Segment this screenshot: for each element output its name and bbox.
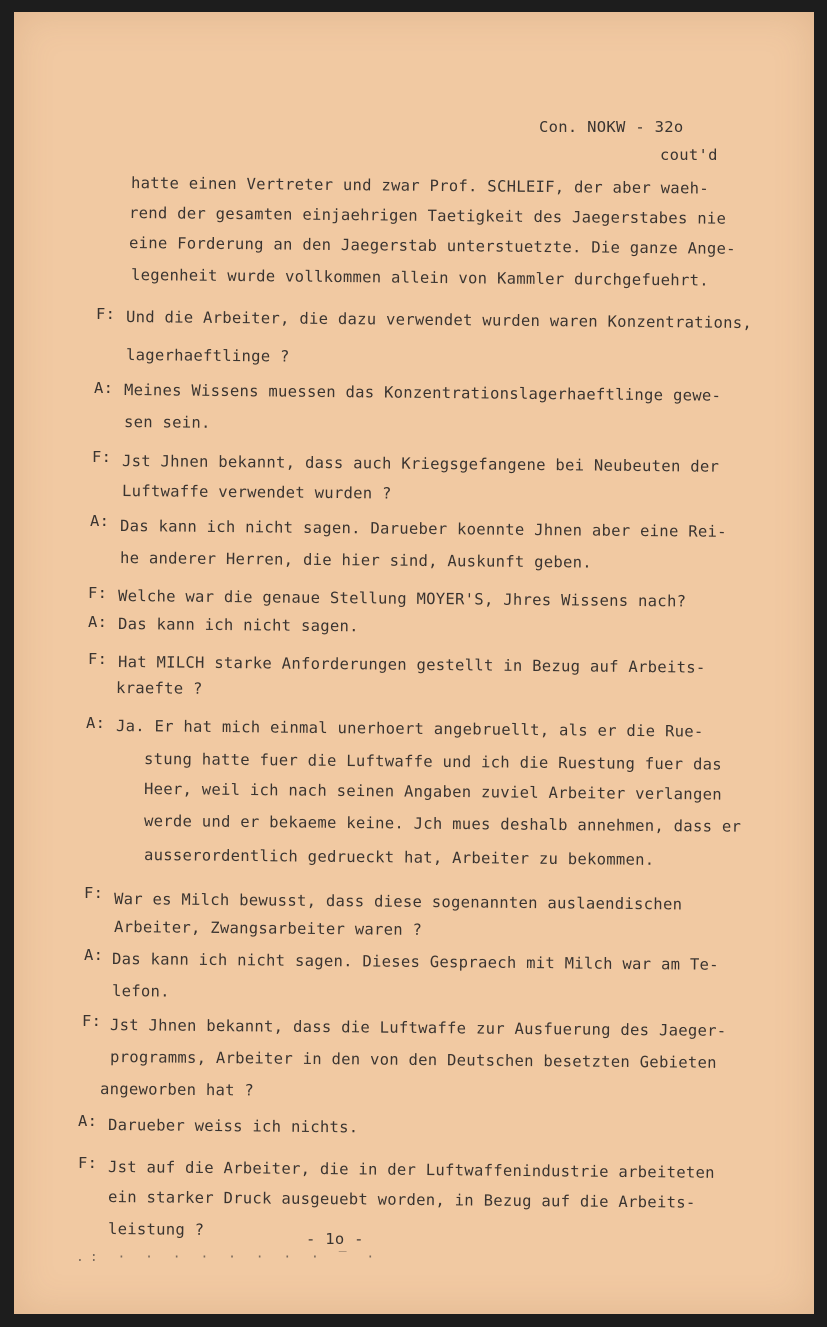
qa-line: leistung ? — [107, 1220, 205, 1239]
qa-line: Hat MILCH starke Anforderungen gestellt in Bezug auf Arbeits- — [117, 653, 706, 677]
qa-line: he anderer Herren, die hier sind, Auskunft geben. — [119, 549, 593, 572]
intro-line: hatte einen Vertreter und zwar Prof. SCHLEIF, der aber waeh- — [130, 174, 709, 198]
speaker-label: A: — [84, 946, 104, 964]
document-page — [14, 12, 814, 1314]
qa-line: Luftwaffe verwendet wurden ? — [121, 482, 392, 503]
faint-bleed-through: .: · · · · · · · · ‾ · — [76, 1250, 381, 1265]
qa-line: programms, Arbeiter in den von den Deutschen besetzten Gebieten — [109, 1048, 717, 1072]
page-number: - 1o - — [306, 1230, 364, 1248]
speaker-label: F: — [88, 584, 108, 602]
qa-line: Jst Jhnen bekannt, dass auch Kriegsgefangene bei Neubeuten der — [121, 452, 720, 476]
qa-line: Heer, weil ich nach seinen Angaben zuviel Arbeiter verlangen — [143, 780, 722, 804]
qa-line: kraefte ? — [115, 679, 203, 698]
qa-line: angeworben hat ? — [99, 1080, 255, 1100]
qa-line: War es Milch bewusst, dass diese sogenannten auslaendischen — [113, 890, 683, 914]
document-reference: Con. NOKW - 32o — [539, 118, 684, 136]
speaker-label: A: — [78, 1112, 98, 1130]
intro-line: legenheit wurde vollkommen allein von Kammler durchgefuehrt. — [130, 266, 709, 290]
speaker-label: F: — [88, 650, 108, 668]
qa-line: Darueber weiss ich nichts. — [107, 1116, 359, 1137]
speaker-label: A: — [94, 379, 114, 397]
speaker-label: F: — [84, 884, 104, 902]
qa-line: Welche war die genaue Stellung MOYER'S, Jhres Wissens nach? — [117, 587, 687, 611]
qa-line: Das kann ich nicht sagen. — [117, 615, 359, 636]
qa-line: Ja. Er hat mich einmal unerhoert angebruellt, als er die Rue- — [115, 717, 704, 741]
qa-line: ein starker Druck ausgeuebt worden, in Bezug auf die Arbeits- — [107, 1188, 696, 1212]
speaker-label: F: — [78, 1154, 98, 1172]
intro-line: eine Forderung an den Jaegerstab unterstuetzte. Die ganze Ange- — [128, 234, 736, 258]
speaker-label: A: — [86, 714, 106, 732]
qa-line: Meines Wissens muessen das Konzentrationslagerhaeftlinge gewe- — [123, 381, 722, 405]
qa-line: Das kann ich nicht sagen. Darueber koennte Jhnen aber eine Rei- — [119, 517, 727, 541]
speaker-label: A: — [90, 512, 110, 530]
speaker-label: F: — [96, 305, 116, 323]
speaker-label: A: — [88, 613, 108, 631]
qa-line: sen sein. — [123, 413, 211, 432]
qa-line: Arbeiter, Zwangsarbeiter waren ? — [113, 918, 423, 939]
qa-line: Jst auf die Arbeiter, die in der Luftwaffenindustrie arbeiteten — [107, 1158, 715, 1182]
qa-line: Und die Arbeiter, die dazu verwendet wurden waren Konzentrations, — [125, 308, 753, 333]
speaker-label: F: — [82, 1012, 102, 1030]
qa-line: Jst Jhnen bekannt, dass die Luftwaffe zur Ausfuerung des Jaeger- — [109, 1016, 727, 1040]
qa-line: ausserordentlich gedrueckt hat, Arbeiter zu bekommen. — [143, 846, 655, 869]
qa-line: stung hatte fuer die Luftwaffe und ich die Ruestung fuer das — [143, 750, 722, 774]
qa-line: lagerhaeftlinge ? — [125, 346, 290, 366]
qa-line: lefon. — [111, 982, 170, 1001]
continued-note: cout'd — [660, 146, 718, 164]
qa-line: Das kann ich nicht sagen. Dieses Gespraech mit Milch war am Te- — [111, 950, 719, 974]
speaker-label: F: — [92, 448, 112, 466]
qa-line: werde und er bekaeme keine. Jch mues deshalb annehmen, dass er — [143, 812, 742, 836]
intro-line: rend der gesamten einjaehrigen Taetigkeit des Jaegerstabes nie — [128, 204, 727, 228]
